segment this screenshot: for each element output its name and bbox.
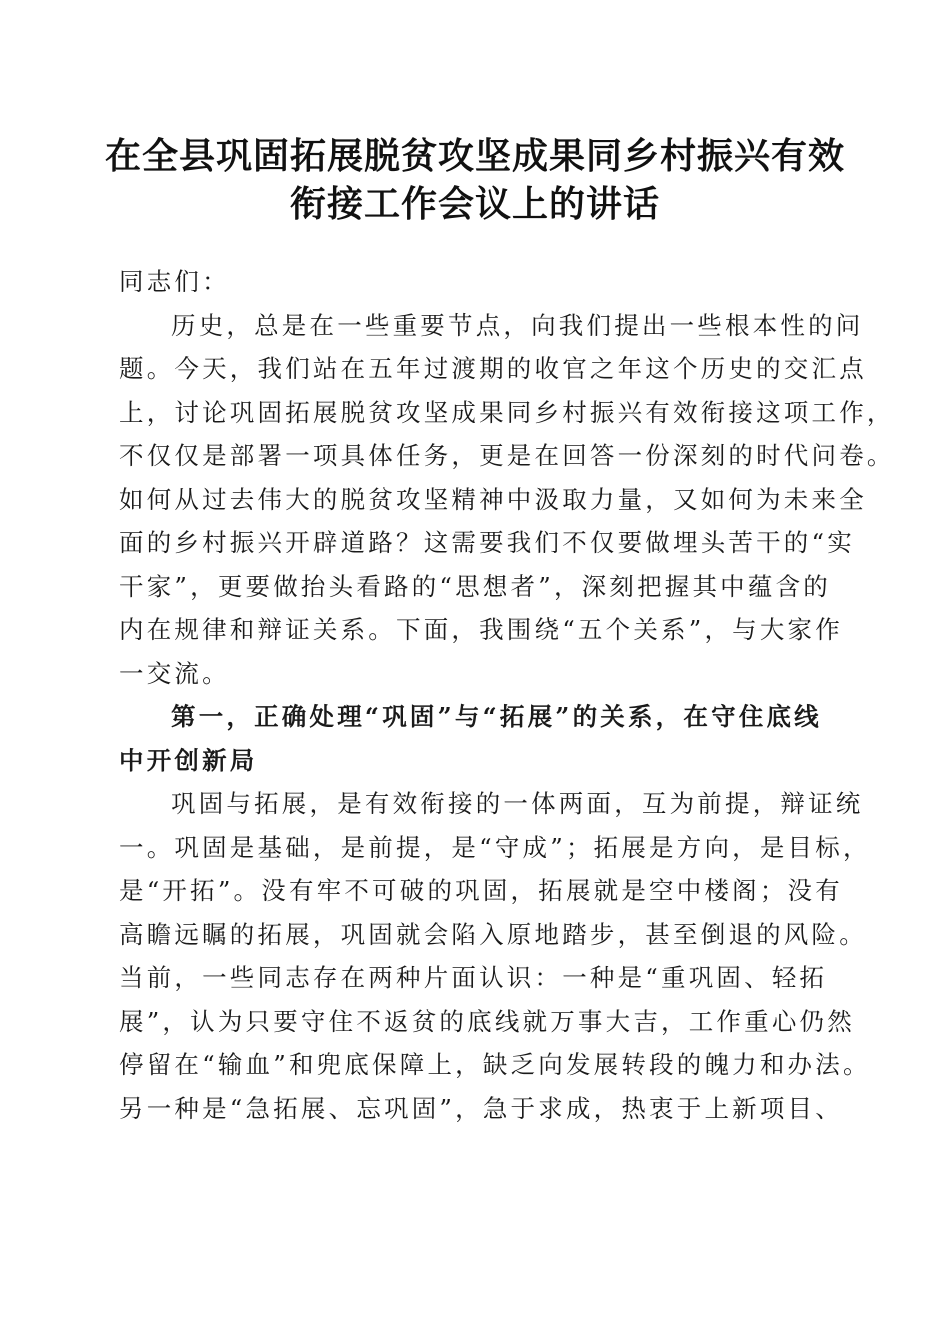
paragraph-line: 面的乡村振兴开辟道路？这需要我们不仅要做埋头苦干的“实 (119, 528, 855, 557)
paragraph-line: 停留在“输血”和兜底保障上，缺乏向发展转段的魄力和办法。 (119, 1050, 871, 1079)
paragraph-line: 题。今天，我们站在五年过渡期的收官之年这个历史的交汇点 (119, 354, 867, 383)
paragraph-line: 展”，认为只要守住不返贫的底线就万事大吉，工作重心仍然 (119, 1006, 855, 1036)
paragraph-line: 如何从过去伟大的脱贫攻坚精神中汲取力量，又如何为未来全 (119, 484, 867, 514)
paragraph-line: 当前，一些同志存在两种片面认识：一种是“重巩固、轻拓 (119, 963, 828, 992)
paragraph-line: 上，讨论巩固拓展脱贫攻坚成果同乡村振兴有效衔接这项工作， (119, 397, 895, 427)
paragraph-line: 高瞻远瞩的拓展，巩固就会陷入原地踏步，甚至倒退的风险。 (119, 919, 867, 949)
paragraph-line: 历史，总是在一些重要节点，向我们提出一些根本性的问 (171, 310, 864, 340)
title-line-2: 衔接工作会议上的讲话 (289, 183, 660, 225)
paragraph-line: 是“开拓”。没有牢不可破的巩固，拓展就是空中楼阁；没有 (119, 876, 843, 905)
heading-line: 中开创新局 (119, 745, 258, 775)
document-body (119, 260, 895, 1130)
paragraph-line: 巩固与拓展，是有效衔接的一体两面，互为前提，辩证统 (171, 789, 864, 818)
paragraph-line: 一交流。 (119, 658, 230, 688)
paragraph-line: 内在规律和辩证关系。下面，我围绕“五个关系”，与大家作 (119, 615, 843, 644)
section-heading-1 (119, 695, 831, 782)
paragraph-line: 不仅仅是部署一项具体任务，更是在回答一份深刻的时代问卷。 (119, 441, 895, 470)
document-title (100, 132, 850, 228)
paragraph-line: 一。巩固是基础，是前提，是“守成”；拓展是方向，是目标， (119, 832, 871, 862)
greeting: 同志们： (119, 267, 230, 296)
heading-line: 第一，正确处理“巩固”与“拓展”的关系，在守住底线 (171, 702, 822, 731)
title-line-1: 在全县巩固拓展脱贫攻坚成果同乡村振兴有效 (104, 135, 845, 177)
paragraph-intro (119, 304, 895, 696)
paragraph-section-1 (119, 782, 871, 1130)
paragraph-line: 干家”，更要做抬头看路的“思想者”，深刻把握其中蕴含的 (119, 571, 831, 601)
paragraph-line: 另一种是“急拓展、忘巩固”，急于求成，热衷于上新项目、 (119, 1093, 843, 1123)
